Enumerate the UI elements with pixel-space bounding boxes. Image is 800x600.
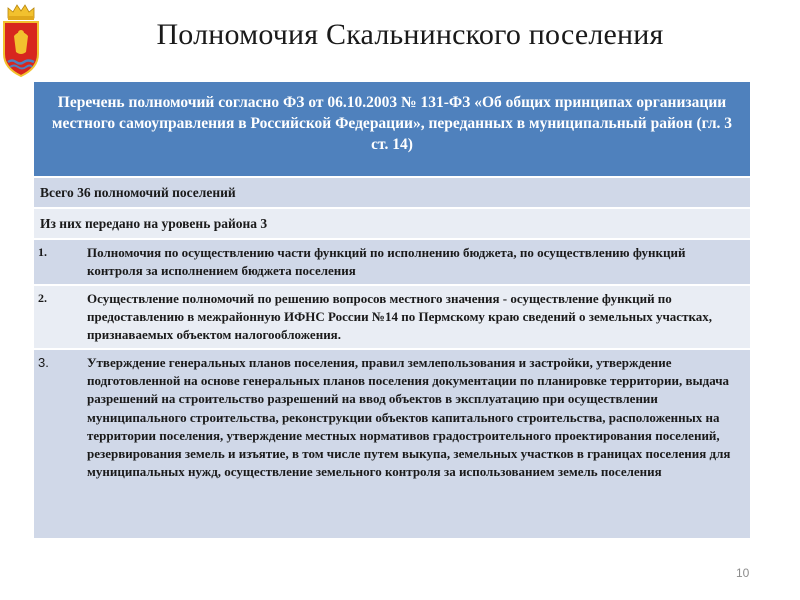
page-title: Полномочия Скальнинского поселения	[156, 18, 664, 51]
total-powers-label: Всего 36 полномочий поселений	[40, 185, 236, 200]
row-number: 3.	[38, 355, 49, 370]
summary-row-transferred	[34, 207, 750, 238]
transferred-powers-label: Из них передано на уровень района 3	[40, 216, 268, 231]
summary-row-total	[34, 176, 750, 207]
page-number: 10	[736, 566, 750, 580]
row-text: Утверждение генеральных планов поселения, правил землепользования и застройки, утверждение подготовленной на основе генеральных планов поселения документации по планировке территории, выдача разрешений на строительство разрешений на ввод объектов в эксплуатацию при осуществлении муниципального строительства, реконструкции объектов капитального строительства, расположенных на территории поселения, утверждение местных нормативов градостроительного проектирования поселений, резервирования земель и изъятие, в том числе путем выкупа, земельных участков в границах поселения для муниципальных нужд, осуществление земельного контроля за использованием земель поселения	[87, 355, 731, 480]
row-number: 1.	[38, 245, 47, 259]
row-text: Полномочия по осуществлению части функций по исполнению бюджета, по осуществлению функций контроля за исполнением бюджета поселения	[87, 245, 686, 279]
table-row	[34, 238, 750, 284]
table-row	[34, 348, 750, 538]
row-text: Осуществление полномочий по решению вопросов местного значения - осуществление функций по предоставлению в межрайонную ИФНС России №14 по Пермскому краю сведений о земельных участках, признаваемых объектом налогообложения.	[87, 291, 712, 343]
row-number: 2.	[38, 291, 47, 305]
powers-table	[34, 82, 750, 538]
table-row	[34, 284, 750, 348]
table-header: Перечень полномочий согласно ФЗ от 06.10.2003 № 131-ФЗ «Об общих принципах организации местного самоуправления в Российской Федерации», переданных в муниципальный район (гл. 3 ст. 14)	[34, 82, 750, 176]
coat-of-arms-icon	[0, 2, 42, 80]
